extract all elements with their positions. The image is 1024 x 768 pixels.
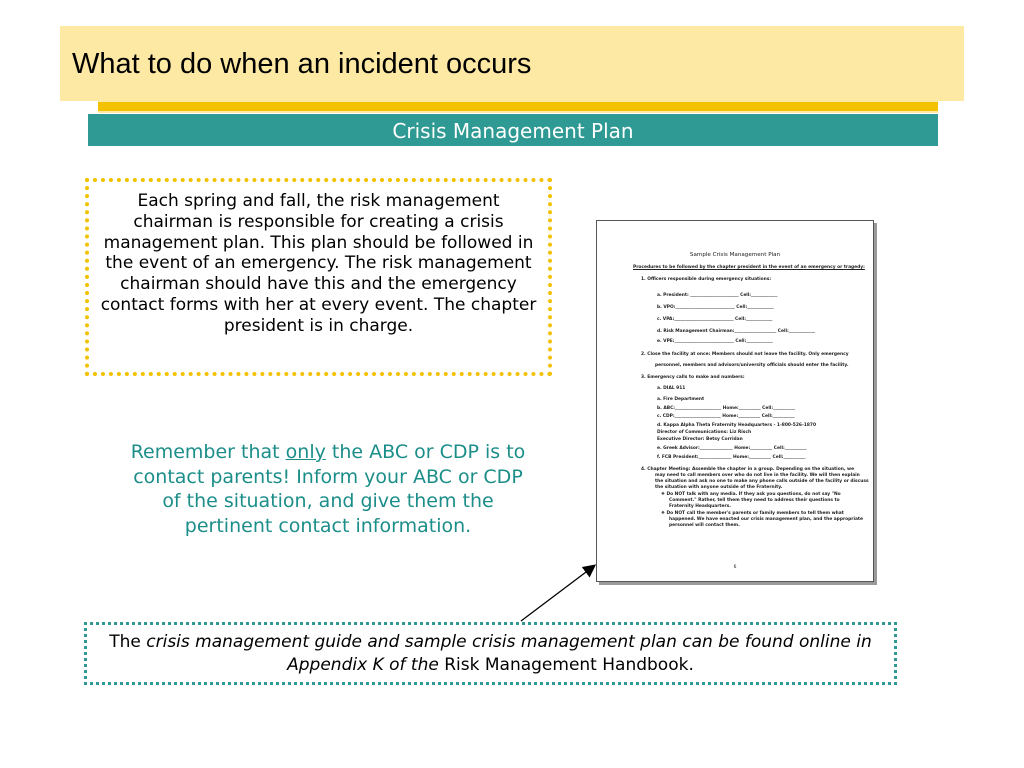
document-line: 4. Chapter Meeting: Assemble the chapter in a group. Depending on the situation, we: [641, 467, 855, 472]
reminder-before: Remember that: [130, 441, 286, 463]
document-line: c. VPA:___________________________ Cell:____________: [657, 317, 773, 322]
document-line: d. Risk Management Chairman:___________________ Cell:____________: [657, 329, 816, 334]
document-line: a. Fire Department: [657, 397, 705, 402]
section-header-text: Crisis Management Plan: [392, 119, 634, 143]
document-page-number: 6: [733, 565, 737, 570]
document-line: a. President: ______________________ Cell:____________: [657, 293, 778, 298]
intro-dotted-box: [85, 178, 552, 376]
yellow-divider-line: [98, 102, 938, 111]
document-line: d. Kappa Alpha Theta Fraternity Headquarters - 1-800-526-1870: [657, 423, 817, 428]
section-header-bar: [88, 114, 938, 146]
document-line: 3. Emergency calls to make and numbers:: [641, 375, 745, 380]
document-line: ❖ Do NOT talk with any media. If they ask you questions, do not say "No: [661, 492, 841, 497]
document-line: b. VPO:___________________________ Cell:____________: [657, 305, 774, 310]
document-line: Executive Director: Betsy Corridan: [657, 437, 743, 442]
footer-text-part1: The: [109, 632, 147, 652]
document-line: ❖ Do NOT call the member's parents or family members to tell them what: [661, 511, 844, 516]
reminder-after: the ABC or CDP is to contact parents! Inform your ABC or CDP of the situation, and give them the pertinent contact information.: [133, 441, 526, 537]
document-line: f. FCB President:_______________ Home:__________ Cell:__________: [657, 455, 806, 460]
document-line: 1. Officers responsible during emergency situations:: [641, 277, 772, 282]
footer-text-part3: Risk Management Handbook.: [438, 655, 694, 675]
document-page: [597, 221, 873, 581]
title-bar: [60, 26, 964, 101]
document-line: Director of Communications: Liz Risch: [657, 430, 752, 435]
document-line: happened. We have enacted our crisis management plan, and the appropriate: [669, 517, 863, 522]
document-line: Comment." Rather, tell them they need to address their questions to: [669, 498, 840, 503]
footer-text: [91, 631, 890, 677]
document-line: 2. Close the facility at once: Members should not leave the facility. Only emergency: [641, 352, 849, 357]
intro-text: Each spring and fall, the risk management chairman is responsible for creating a crisis management plan. This plan should be followed in the event of an emergency. The risk management chairman should have this and the emergency contact forms with her at every event. The chapter president is in charge.: [100, 191, 537, 336]
crisis-plan-document-thumbnail: [596, 220, 874, 582]
document-line: Fraternity Headquarters.: [669, 504, 731, 509]
page-title: What to do when an incident occurs: [72, 48, 532, 80]
reminder-text: [128, 440, 528, 538]
document-line: b. ABC:_____________________ Home:__________ Cell:__________: [657, 406, 796, 411]
document-line: the situation with anyone outside of the Fraternity.: [655, 485, 783, 490]
document-line: a. DIAL 911: [657, 386, 686, 391]
document-line: personnel will contact them.: [669, 523, 740, 528]
footer-text-italic: crisis management guide and sample crisis management plan can be found online in Appendix K of the: [146, 632, 872, 675]
document-line: personnel, members and advisors/university officials should enter the facility.: [655, 363, 849, 368]
document-subtitle: Procedures to be followed by the chapter president in the event of an emergency or tragedy:: [633, 265, 865, 270]
reminder-emphasis: only: [285, 441, 326, 463]
document-line: e. VPE:___________________________ Cell:____________: [657, 339, 773, 344]
document-line: the situation and ask no one to make any phone calls outside of the facility or discuss: [655, 479, 869, 484]
footer-dotted-box: [84, 622, 897, 685]
document-line: may need to call members over who do not live in the facility. We will then explain: [655, 473, 860, 478]
document-line: c. CDP:_____________________ Home:__________ Cell:__________: [657, 414, 795, 419]
document-line: e. Greek Advisor:_______________ Home:__________ Cell:__________: [657, 446, 807, 451]
document-title: Sample Crisis Management Plan: [689, 252, 781, 258]
